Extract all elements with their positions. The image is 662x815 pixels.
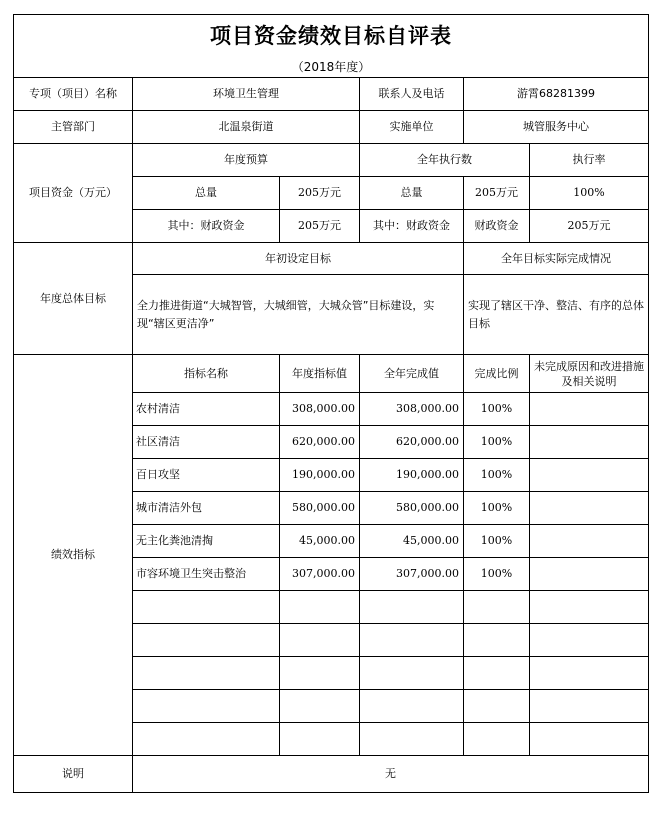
indicator-target (280, 657, 360, 690)
indicator-actual (360, 690, 464, 723)
indicator-target: 190,000.00 (280, 459, 360, 492)
indicator-reason (530, 426, 649, 459)
indicator-name: 无主化粪池清掏 (133, 525, 280, 558)
indicator-name (133, 624, 280, 657)
annual-target-header: 年度指标值 (280, 355, 360, 393)
total-budget-value: 205万元 (280, 177, 360, 210)
indicator-name (133, 657, 280, 690)
total-budget-label: 总量 (133, 177, 280, 210)
indicator-name: 百日攻坚 (133, 459, 280, 492)
indicator-reason (530, 558, 649, 591)
fiscal-exec-value: 205万元 (530, 210, 649, 243)
execution-header: 全年执行数 (360, 144, 530, 177)
execution-rate-value: 100% (530, 177, 649, 210)
notes-label: 说明 (14, 756, 133, 793)
indicator-name (133, 591, 280, 624)
performance-indicators-label: 绩效指标 (14, 355, 133, 756)
indicator-actual (360, 657, 464, 690)
funds-label: 项目资金（万元） (14, 144, 133, 243)
indicator-ratio: 100% (464, 459, 530, 492)
indicator-reason (530, 459, 649, 492)
indicator-name: 市容环境卫生突击整治 (133, 558, 280, 591)
indicator-name: 农村清洁 (133, 393, 280, 426)
indicator-reason (530, 723, 649, 756)
indicator-reason (530, 690, 649, 723)
indicator-target (280, 591, 360, 624)
actual-goal-header: 全年目标实际完成情况 (464, 243, 649, 275)
indicator-actual (360, 591, 464, 624)
indicator-target: 620,000.00 (280, 426, 360, 459)
indicator-target: 308,000.00 (280, 393, 360, 426)
fiscal-exec-label-2: 财政资金 (464, 210, 530, 243)
indicator-target: 580,000.00 (280, 492, 360, 525)
indicator-reason (530, 525, 649, 558)
indicator-actual: 307,000.00 (360, 558, 464, 591)
reason-header: 未完成原因和改进措施及相关说明 (530, 355, 649, 393)
actual-goal-text: 实现了辖区干净、整洁、有序的总体目标 (464, 275, 649, 355)
indicator-target: 307,000.00 (280, 558, 360, 591)
indicator-actual: 190,000.00 (360, 459, 464, 492)
total-exec-value: 205万元 (464, 177, 530, 210)
contact-value: 游霄68281399 (464, 78, 649, 111)
fiscal-budget-value: 205万元 (280, 210, 360, 243)
indicator-reason (530, 492, 649, 525)
indicator-target (280, 723, 360, 756)
indicator-target: 45,000.00 (280, 525, 360, 558)
indicator-reason (530, 393, 649, 426)
contact-label: 联系人及电话 (360, 78, 464, 111)
department-label: 主管部门 (14, 111, 133, 144)
indicator-actual: 620,000.00 (360, 426, 464, 459)
indicator-ratio: 100% (464, 492, 530, 525)
indicator-actual: 580,000.00 (360, 492, 464, 525)
indicator-target (280, 690, 360, 723)
indicator-ratio: 100% (464, 525, 530, 558)
self-evaluation-sheet (13, 14, 648, 793)
indicator-actual: 308,000.00 (360, 393, 464, 426)
indicator-ratio (464, 690, 530, 723)
indicator-ratio (464, 657, 530, 690)
indicator-ratio: 100% (464, 426, 530, 459)
annual-goal-label: 年度总体目标 (14, 243, 133, 355)
indicator-ratio (464, 624, 530, 657)
fiscal-exec-label: 其中：财政资金 (360, 210, 464, 243)
implementer-label: 实施单位 (360, 111, 464, 144)
page-title: 项目资金绩效目标自评表 (14, 15, 649, 58)
initial-goal-text: 全力推进街道“大城智管，大城细管，大城众管”目标建设，实现“辖区更洁净” (133, 275, 464, 355)
initial-goal-header: 年初设定目标 (133, 243, 464, 275)
indicator-ratio (464, 591, 530, 624)
fiscal-budget-label: 其中：财政资金 (133, 210, 280, 243)
annual-actual-header: 全年完成值 (360, 355, 464, 393)
indicator-reason (530, 591, 649, 624)
indicator-name (133, 723, 280, 756)
project-name-value: 环境卫生管理 (133, 78, 360, 111)
notes-value: 无 (133, 756, 649, 793)
completion-ratio-header: 完成比例 (464, 355, 530, 393)
indicator-name (133, 690, 280, 723)
indicator-name: 社区清洁 (133, 426, 280, 459)
department-value: 北温泉街道 (133, 111, 360, 144)
indicator-ratio: 100% (464, 393, 530, 426)
indicator-actual: 45,000.00 (360, 525, 464, 558)
indicator-reason (530, 624, 649, 657)
indicator-ratio: 100% (464, 558, 530, 591)
indicator-name: 城市清洁外包 (133, 492, 280, 525)
rate-header: 执行率 (530, 144, 649, 177)
indicator-name-header: 指标名称 (133, 355, 280, 393)
page-subtitle: （2018年度） (14, 57, 649, 78)
indicator-actual (360, 624, 464, 657)
evaluation-table (13, 14, 649, 793)
indicator-ratio (464, 723, 530, 756)
implementer-value: 城管服务中心 (464, 111, 649, 144)
total-exec-label: 总量 (360, 177, 464, 210)
project-name-label: 专项（项目）名称 (14, 78, 133, 111)
indicator-target (280, 624, 360, 657)
budget-header: 年度预算 (133, 144, 360, 177)
indicator-actual (360, 723, 464, 756)
indicator-reason (530, 657, 649, 690)
